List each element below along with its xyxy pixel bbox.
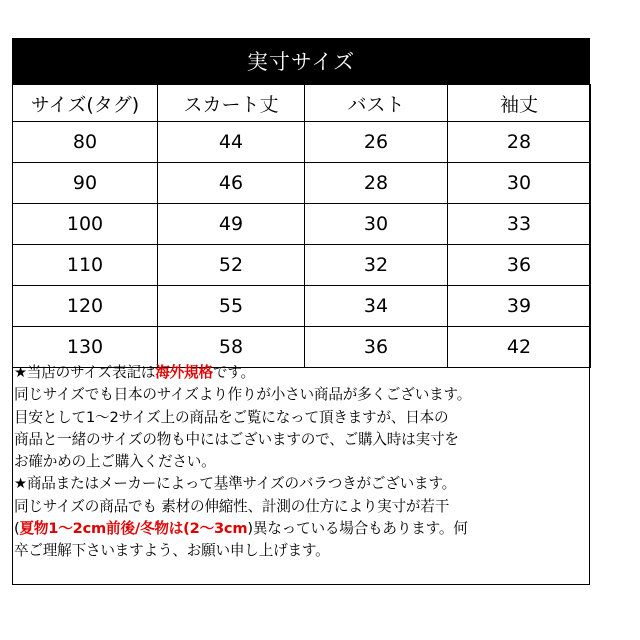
table-cell: 33 bbox=[448, 204, 591, 245]
header-skirt-length: スカート丈 bbox=[158, 85, 305, 122]
table-cell: 52 bbox=[158, 245, 305, 286]
table-row bbox=[13, 245, 591, 286]
table-cell: 30 bbox=[305, 204, 448, 245]
table-cell: 39 bbox=[448, 286, 591, 327]
table-cell: 32 bbox=[305, 245, 448, 286]
note-text: です。 bbox=[212, 364, 255, 381]
table-cell: 28 bbox=[448, 122, 591, 163]
table-cell: 58 bbox=[158, 327, 305, 368]
note-line: お確かめの上ご購入ください。 bbox=[14, 453, 216, 471]
note-text: )異なっている場合もあります。何 bbox=[247, 520, 468, 538]
table-cell: 130 bbox=[13, 327, 158, 368]
size-table bbox=[12, 84, 591, 368]
header-size-tag: サイズ(タグ) bbox=[13, 85, 158, 122]
table-cell: 30 bbox=[448, 163, 591, 204]
size-chart-title-text: 実寸サイズ bbox=[246, 50, 356, 74]
note-line: ★商品またはメーカーによって基準サイズのバラつきがございます。 bbox=[14, 475, 457, 493]
overseas-standard-highlight: 海外規格 bbox=[155, 364, 213, 381]
table-cell: 46 bbox=[158, 163, 305, 204]
table-row bbox=[13, 122, 591, 163]
note-line: 商品と一緒のサイズの物も中にはございますので、ご購入時は実寸を bbox=[14, 430, 459, 448]
table-cell: 55 bbox=[158, 286, 305, 327]
note-line: 同じサイズでも日本のサイズより作りが小さい商品が多くございます。 bbox=[14, 386, 472, 404]
table-cell: 110 bbox=[13, 245, 158, 286]
note-line bbox=[14, 362, 588, 384]
notes-block bbox=[14, 362, 588, 563]
table-cell: 36 bbox=[305, 327, 448, 368]
table-cell: 26 bbox=[305, 122, 448, 163]
table-cell: 36 bbox=[448, 245, 591, 286]
header-sleeve-length: 袖丈 bbox=[448, 85, 591, 122]
table-cell: 49 bbox=[158, 204, 305, 245]
table-cell: 44 bbox=[158, 122, 305, 163]
table-header-row bbox=[13, 85, 591, 122]
note-line: 卒ご理解下さいますよう、お願い申し上げます。 bbox=[14, 542, 330, 560]
note-line bbox=[14, 518, 588, 540]
table-cell: 120 bbox=[13, 286, 158, 327]
note-text: ★当店のサイズ表記は bbox=[14, 364, 156, 381]
table-cell: 42 bbox=[448, 327, 591, 368]
table-cell: 80 bbox=[13, 122, 158, 163]
note-line: 同じサイズの商品でも 素材の伸縮性、計測の仕方により実寸が若干 bbox=[14, 497, 450, 515]
table-cell: 90 bbox=[13, 163, 158, 204]
tolerance-highlight: 夏物1～2cm前後/冬物は(2～3cm bbox=[19, 520, 248, 538]
table-row bbox=[13, 286, 591, 327]
size-chart-title bbox=[12, 38, 590, 84]
note-line: 目安として1～2サイズ上の商品をご覧になって頂きますが、日本の bbox=[14, 408, 449, 426]
table-cell: 28 bbox=[305, 163, 448, 204]
table-row bbox=[13, 163, 591, 204]
table-row bbox=[13, 204, 591, 245]
table-cell: 34 bbox=[305, 286, 448, 327]
table-cell: 100 bbox=[13, 204, 158, 245]
header-bust: バスト bbox=[305, 85, 448, 122]
note-text: ( bbox=[14, 520, 20, 538]
